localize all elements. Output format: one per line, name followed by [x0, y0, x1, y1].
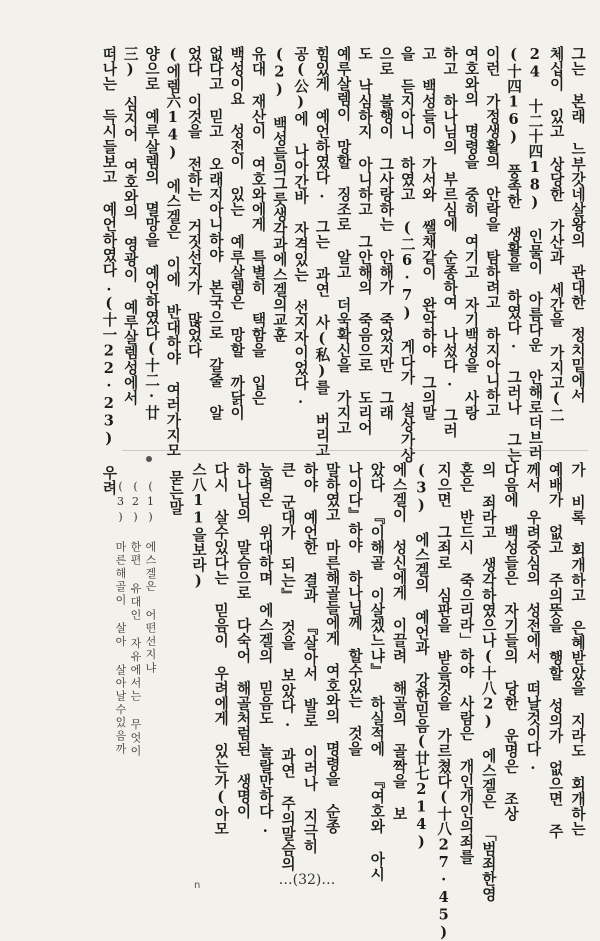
section-divider	[122, 450, 588, 451]
text-column-top: 체십이 있고 상당한 가산과 세간을 가지고(二	[547, 46, 565, 423]
text-column-bottom: 의 죄라고 생각하였으나(十八2) 에스겔은 「범죄한영	[479, 462, 497, 902]
text-column-top: 24 十二十四18) 인물이 아름다운 안해로더브러	[526, 46, 544, 461]
text-column-bottom: 큰 군대가 되는』 것을 보았다. 과연 주의말슴의	[279, 462, 297, 872]
text-column-top: 예루살렘이 망할 징조로 알고 더욱확신을 가지고	[334, 46, 352, 436]
text-column-top: 그는 본래 느부갓네살왕의 관대한 정치밑에서	[569, 46, 586, 403]
text-column-bottom: 하야 예언한 결과 『살아서 발로 이러나 지극히	[301, 462, 319, 854]
text-column-top: 을 듣지아니 하였고 (二6·7) 게다가 설상가상	[398, 46, 416, 463]
text-column-top: 떠나는 득시들보고 예언하였다.(十一22·23) 우려	[100, 46, 118, 496]
text-column-bottom: 나이다』하야 하나님께 할수있는 것을	[346, 462, 363, 757]
text-column-bottom: 지으면 그죄로 심판을 받을것을 가르쳤다(十八27·45)	[435, 462, 453, 941]
text-column-top: 으로 불행이 그사랑하는 안해가 죽었지만 그래	[377, 46, 395, 421]
text-column-bottom: 다시 살수있다는 믿음이 우려에게 있는가(아모	[212, 462, 230, 837]
text-column-top: 었다 이것을 전하는 거짓선지가 많었다	[185, 46, 203, 358]
stray-mark: n	[194, 880, 201, 891]
text-column-bottom: 가 비록 회개하고 은혜받았을 지라도 회개하는	[569, 462, 586, 837]
text-column-top: 도 낙심하지 아니하고 그안해의 죽음으로 도리어	[356, 46, 373, 436]
text-column-top: 三) 심지어 여호와의 영광이 예루살렘성에서	[121, 46, 139, 406]
bullet-dot	[146, 456, 152, 462]
text-column-bottom: (1) 에스겔은 어떤선지냐	[144, 480, 157, 675]
text-column-top: 힘있게 예언하였다. 그는 과연 사(私)를 버리고	[313, 46, 331, 458]
text-column-bottom: 예배가 없고 주의뜻을 행할 성의가 없으면 주	[546, 462, 564, 839]
text-column-top: 유대 재산이 여호와에게 특별히 택함을 입은	[249, 46, 267, 406]
page-number: …(32)…	[278, 872, 336, 888]
text-column-bottom: 묻는말	[167, 470, 184, 516]
text-column-bottom: 다음에 백성들은 자기들의 당한 운명은 조상	[502, 462, 520, 822]
text-column-bottom: 능력은 위대하며 에스겔의 믿음도 놀랄만하다.	[256, 462, 274, 837]
text-column-top: 하고 하나님의 부르심에 순종하여 나섰다. 그러	[441, 46, 459, 438]
text-column-bottom: 스八11을보라)	[189, 462, 207, 590]
text-column-bottom: 았다 『이해골 이살겠느냐』 하실적에 『여호와 아시	[368, 462, 386, 882]
text-column-top: 백성이요 성전이 있는 예루살렘은 망할 까닭이	[228, 46, 246, 421]
text-column-bottom: 께서 우려중심의 성전에서 떠날것이다.	[524, 462, 542, 774]
text-column-bottom: 혼은 반드시 죽으리라」하야 사람은 개인개인의죄를	[457, 462, 475, 865]
text-column-top: 양으로 예루살렘의 멸망을 예언하였다(十二·廿	[143, 46, 160, 421]
text-column-bottom: 말하였고 마른해골들에게 여호와의 명령을 순종	[323, 462, 341, 834]
text-column-top: (2) 백성들의그릇생각과에스겔의교훈	[270, 46, 288, 343]
text-column-top: 이런 가정생활의 안락을 탐하려고 하지아니하고	[483, 46, 501, 418]
text-column-bottom: (3) 마른해골이 살아 살아날수있음까	[114, 480, 127, 756]
text-column-bottom: 하나님의 말슴으로 다숙어 해골처럼된 생명이	[234, 462, 252, 819]
text-column-top: 없다고 믿고 오래지아니하야 본국으로 갈줄 알	[206, 46, 224, 421]
text-column-top: (十四16) 풍족한 생활을 하였다. 그러나 그는	[505, 46, 523, 463]
text-column-bottom: (3) 에스겔의 예언과 강한믿음(廿七214)	[412, 462, 430, 851]
text-column-bottom: 에스겔이 성신에게 이끌려 해골의 골짝을 보	[390, 462, 408, 822]
text-column-top: 여호와의 명령을 중히 여기고 자기백성을 사랑	[462, 46, 480, 421]
text-column-top: 고 백성들이 가서와 쌜채같이 완악하야 그의말	[419, 46, 437, 421]
text-column-top: (에렘六14) 에스겔은 이에 반대하야 여러가지모	[164, 46, 182, 458]
text-column-bottom: (2) 한편 유대인 자유에서는 무엇이	[129, 480, 142, 758]
text-column-top: 공(公)에 나아간바 자격있는 선지자이었다.	[292, 46, 310, 408]
